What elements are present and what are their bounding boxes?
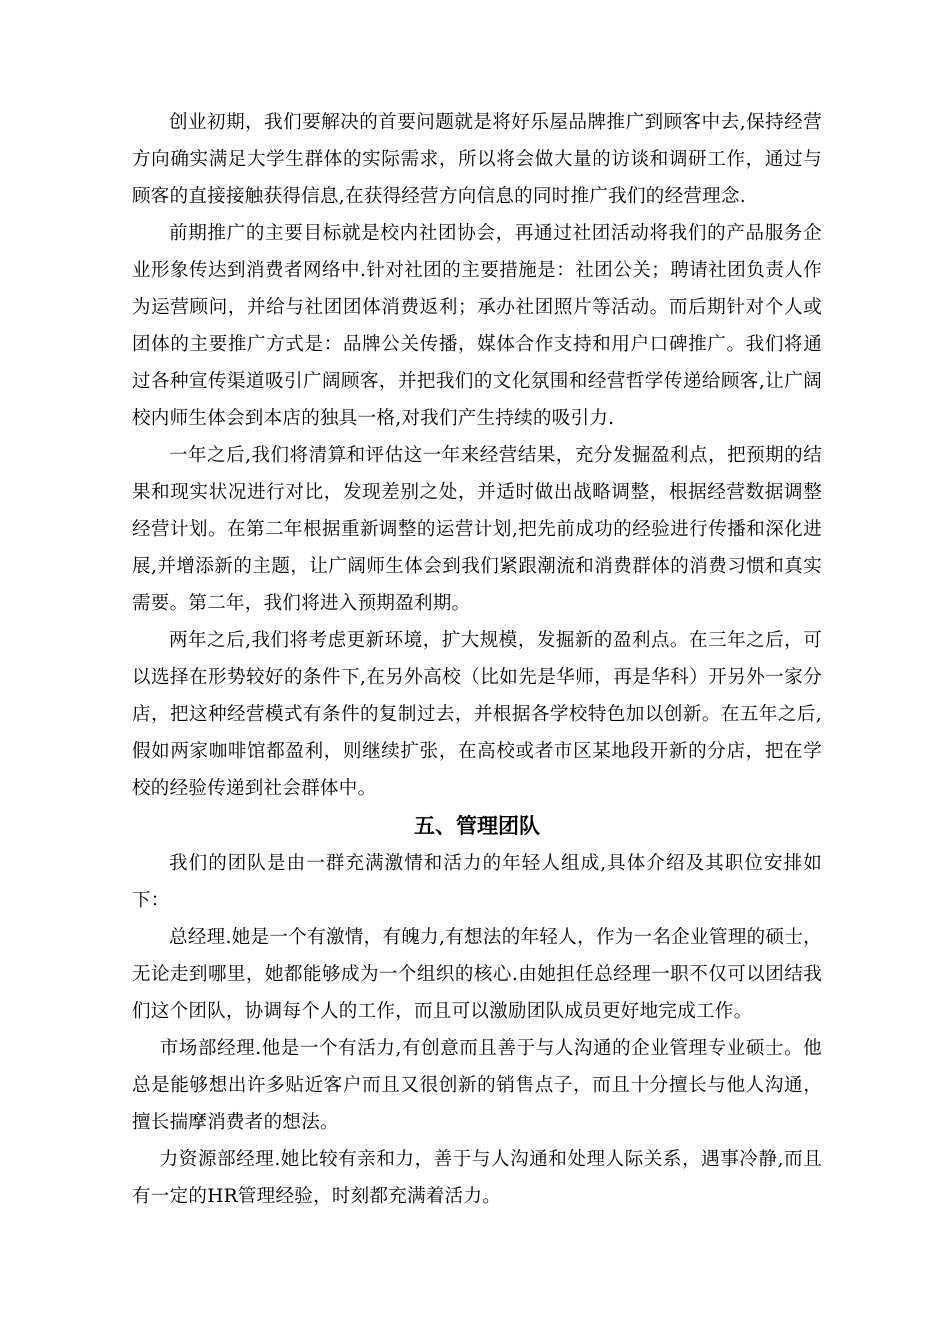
section-heading-management-team: 五、管理团队 [414, 814, 540, 838]
paragraph-first-year: 一年之后,我们将清算和评估这一年来经营结果，充分发掘盈利点，把预期的结果和现实状况进行对比，发现差别之处，并适时做出战略调整，根据经营数据调整经营计划。在第二年根据重新调整的运营计划,把先前成功的经验进行传播和深化进展,并增添新的主题，让广阔师生体会到我们紧跟潮流和消费群体的消费习惯和真实需要。第二年，我们将进入预期盈利期。 [132, 445, 822, 614]
paragraph-expansion: 两年之后,我们将考虑更新环境，扩大规模，发掘新的盈利点。在三年之后，可以选择在形势较好的条件下,在另外高校（比如先是华师，再是华科）开另外一家分店，把这种经营模式有条件的复制过去，并根据各学校特色加以创新。在五年之后,假如两家咖啡馆都盈利，则继续扩张，在高校或者市区某地段开新的分店，把在学校的经验传递到社会群体中。 [132, 630, 822, 799]
paragraph-hr-manager: 力资源部经理.她比较有亲和力，善于与人沟通和处理人际关系，遇事冷静,而且有一定的HR管理经验，时刻都充满着活力。 [132, 1149, 822, 1207]
paragraph-promotion: 前期推广的主要目标就是校内社团协会，再通过社团活动将我们的产品服务企业形象传达到消费者网络中.针对社团的主要措施是：社团公关；聘请社团负责人作为运营顾问，并给与社团团体消费返利；承办社团照片等活动。而后期针对个人或团体的主要推广方式是：品牌公关传播，媒体合作支持和用户口碑推广。我们将通过各种宣传渠道吸引广阔顾客，并把我们的文化氛围和经营哲学传递给顾客,让广阔校内师生体会到本店的独具一格,对我们产生持续的吸引力. [132, 223, 822, 429]
paragraph-marketing-manager: 市场部经理.他是一个有活力,有创意而且善于与人沟通的企业管理专业硕士。他总是能够想出许多贴近客户而且又很创新的销售点子，而且十分擅长与他人沟通，擅长揣摩消费者的想法。 [132, 1038, 822, 1133]
document-page [132, 104, 822, 1215]
paragraph-startup-phase: 创业初期，我们要解决的首要问题就是将好乐屋品牌推广到顾客中去,保持经营方向确实满足大学生群体的实际需求，所以将会做大量的访谈和调研工作，通过与顾客的直接接触获得信息,在获得经营方向信息的同时推广我们的经营理念. [132, 112, 822, 207]
paragraph-team-intro: 我们的团队是由一群充满激情和活力的年轻人组成,具体介绍及其职位安排如下： [132, 853, 822, 911]
paragraph-general-manager: 总经理.她是一个有激情，有魄力,有想法的年轻人，作为一名企业管理的硕士，无论走到哪里，她都能够成为一个组织的核心.由她担任总经理一职不仅可以团结我们这个团队，协调每个人的工作，而且可以激励团队成员更好地完成工作。 [132, 927, 822, 1022]
